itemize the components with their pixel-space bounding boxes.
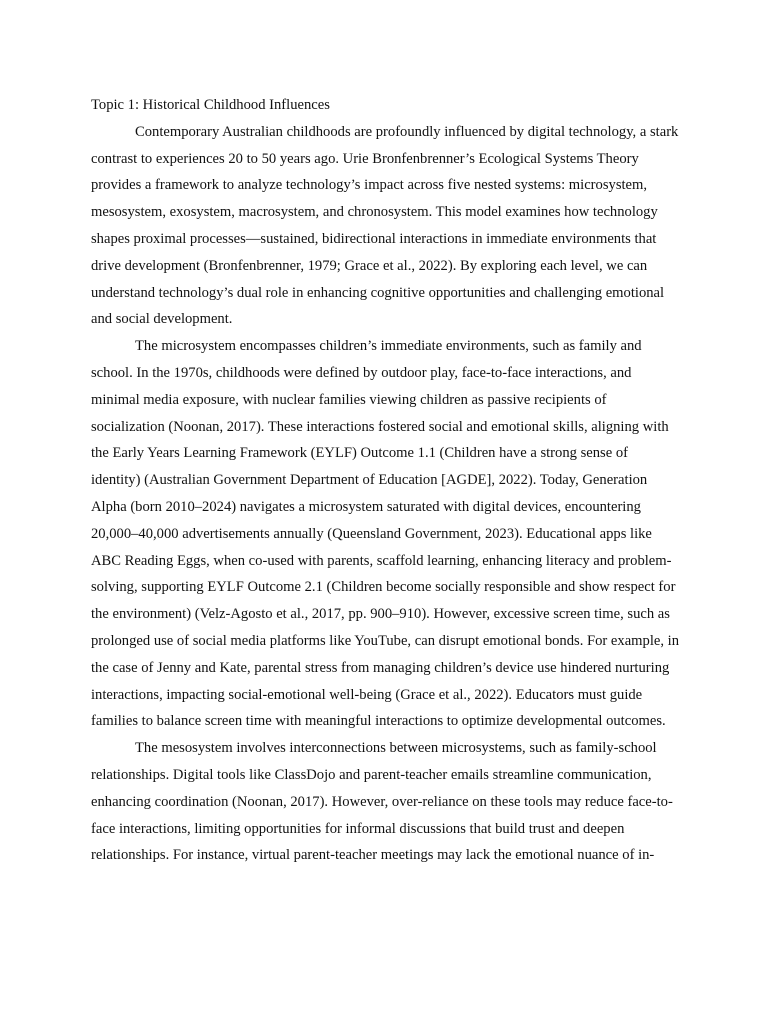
paragraph-microsystem: The microsystem encompasses children’s immediate environments, such as family and school. In the 1970s, childhoods were defined by outdoor play, face-to-face interactions, and minimal media exposure, with nuclear families viewing children as passive recipients of socialization (Noonan, 2017). These interactions fostered social and emotional skills, aligning with the Early Years Learning Framework (EYLF) Outcome 1.1 (Children have a strong sense of identity) (Australian Government Department of Education [AGDE], 2022). Today, Generation Alpha (born 2010–2024) navigates a microsystem saturated with digital devices, encountering 20,000–40,000 advertisements annually (Queensland Government, 2023). Educational apps like ABC Reading Eggs, when co-used with parents, scaffold learning, enhancing literacy and problem-solving, supporting EYLF Outcome 2.1 (Children become socially responsible and show respect for the environment) (Velz-Agosto et al., 2017, pp. 900–910). However, excessive screen time, such as prolonged use of social media platforms like YouTube, can disrupt emotional bonds. For example, in the case of Jenny and Kate, parental stress from managing children’s device use hindered nurturing interactions, impacting social-emotional well-being (Grace et al., 2022). Educators must guide families to balance screen time with meaningful interactions to optimize developmental outcomes. [91, 338, 679, 730]
document-heading: Topic 1: Historical Childhood Influences [91, 97, 330, 113]
paragraph-introduction: Contemporary Australian childhoods are profoundly influenced by digital technology, a stark contrast to experiences 20 to 50 years ago. Urie Bronfenbrenner’s Ecological Systems Theory provides a framework to analyze technology’s impact across five nested systems: microsystem, mesosystem, exosystem, macrosystem, and chronosystem. This model examines how technology shapes proximal processes—sustained, bidirectional interactions in immediate environments that drive development (Bronfenbrenner, 1979; Grace et al., 2022). By exploring each level, we can understand technology’s dual role in enhancing cognitive opportunities and challenging emotional and social development. [91, 123, 679, 328]
paragraph-mesosystem: The mesosystem involves interconnections between microsystems, such as family-school relationships. Digital tools like ClassDojo and parent-teacher emails streamline communication, enhancing coordination (Noonan, 2017). However, over-reliance on these tools may reduce face-to-face interactions, limiting opportunities for informal discussions that build trust and deepen relationships. For instance, virtual parent-teacher meetings may lack the emotional nuance of in- [91, 740, 673, 864]
document-body [91, 92, 681, 869]
